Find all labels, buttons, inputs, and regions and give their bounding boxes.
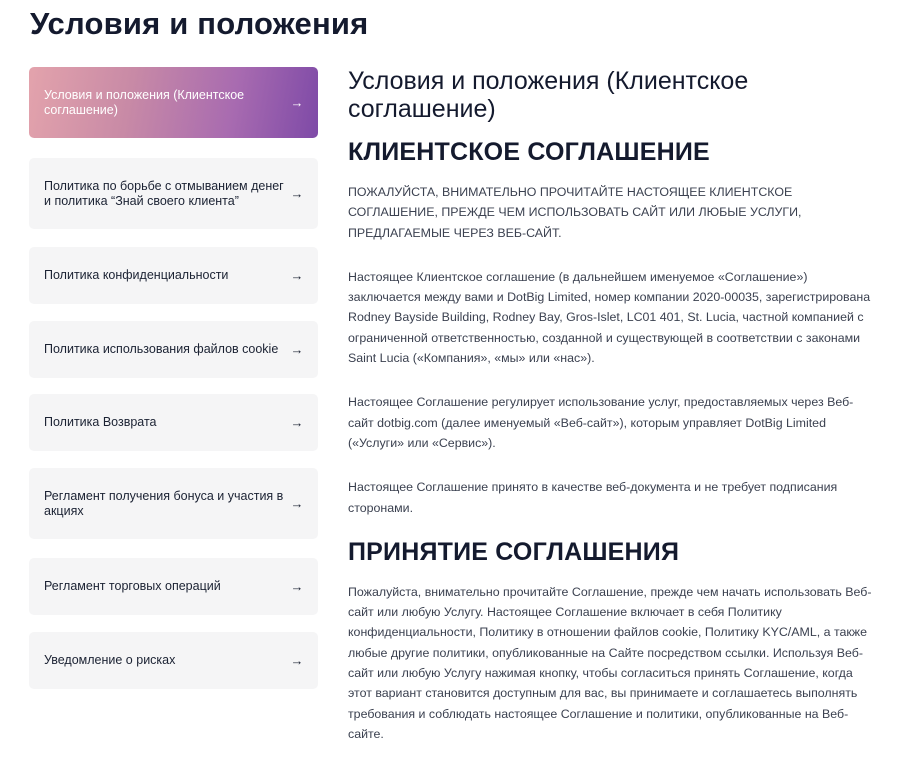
sidebar-item-bonus[interactable]: [29, 468, 318, 539]
paragraph: ПОЖАЛУЙСТА, ВНИМАТЕЛЬНО ПРОЧИТАЙТЕ НАСТОЯЩЕЕ КЛИЕНТСКОЕ СОГЛАШЕНИЕ, ПРЕЖДЕ ЧЕМ ИСПОЛЬЗОВАТЬ САЙТ ИЛИ ЛЮБЫЕ УСЛУГИ, ПРЕДЛАГАЕМЫЕ ЧЕРЕЗ ВЕБ-САЙТ.: [348, 185, 802, 240]
sidebar-item-label: Политика использования файлов cookie: [44, 342, 279, 356]
sidebar-item-label: Условия и положения (Клиентское соглашение): [44, 87, 245, 117]
sidebar-item-terms[interactable]: [29, 67, 318, 138]
arrow-right-icon: →: [290, 186, 304, 201]
arrow-right-icon: →: [290, 95, 304, 110]
sidebar-item-refund[interactable]: [29, 394, 318, 451]
sidebar-item-label: Политика по борьбе с отмыванием денег и политика “Знай своего клиента”: [44, 178, 284, 208]
arrow-right-icon: →: [290, 342, 304, 357]
section-title-client-agreement: КЛИЕНТСКОЕ СОГЛАШЕНИЕ: [348, 138, 710, 166]
paragraph: Настоящее Соглашение принято в качестве веб-документа и не требует подписания сторонами.: [348, 480, 838, 515]
paragraph: Пожалуйста, внимательно прочитайте Соглашение, прежде чем начать использовать Веб-сайт или любую Услугу. Настоящее Соглашение включает в себя Политику конфиденциальности, Политику в отношении файлов cookie, Политику KYC/AML, а также любые другие политики, опубликованные на Сайте посредством ссылки. Используя Веб-сайт или любую Услугу нажимая кнопку, чтобы согласиться принять Соглашение, когда этот вариант становится доступным для вас, вы принимаете и соглашаетесь выполнять требования и соблюдать настоящее Соглашение и политики, опубликованные на Веб-сайте.: [348, 584, 872, 741]
document-content: [348, 67, 878, 744]
sidebar-item-label: Политика Возврата: [44, 415, 157, 429]
sidebar-item-cookie[interactable]: [29, 321, 318, 378]
arrow-right-icon: →: [290, 415, 304, 430]
arrow-right-icon: →: [290, 268, 304, 283]
sidebar-item-label: Политика конфиденциальности: [44, 268, 229, 282]
section-title-acceptance: ПРИНЯТИЕ СОГЛАШЕНИЯ: [348, 537, 680, 566]
sidebar-item-aml-kyc[interactable]: [29, 158, 318, 229]
arrow-right-icon: →: [290, 496, 304, 511]
document-heading: Условия и положения (Клиентское соглашение): [348, 67, 749, 123]
sidebar-item-trading[interactable]: [29, 558, 318, 615]
sidebar-item-label: Уведомление о рисках: [44, 653, 176, 667]
sidebar-item-label: Регламент получения бонуса и участия в акциях: [44, 488, 284, 518]
sidebar-item-risk[interactable]: [29, 632, 318, 689]
arrow-right-icon: →: [290, 579, 304, 594]
paragraph: Настоящее Соглашение регулирует использование услуг, предоставляемых через Веб-сайт dotbig.com (далее именуемый «Веб-сайт»), которым управляет DotBig Limited («Услуги» или «Сервис»).: [348, 395, 854, 450]
arrow-right-icon: →: [290, 653, 304, 668]
sidebar-item-privacy[interactable]: [29, 247, 318, 304]
page-title: Условия и положения: [30, 6, 369, 41]
sidebar-item-label: Регламент торговых операций: [44, 579, 221, 593]
paragraph: Настоящее Клиентское соглашение (в дальнейшем именуемое «Соглашение») заключается между вами и DotBig Limited, номер компании 2020-00035, зарегистрирована Rodney Bayside Building, Rodney Bay, Gros-Islet, LC01 401, St. Lucia, частной компанией с ограниченной ответственностью, созданной и существующей в соответствии с законами Saint Lucia («Компания», «мы» или «нас»).: [348, 269, 871, 366]
